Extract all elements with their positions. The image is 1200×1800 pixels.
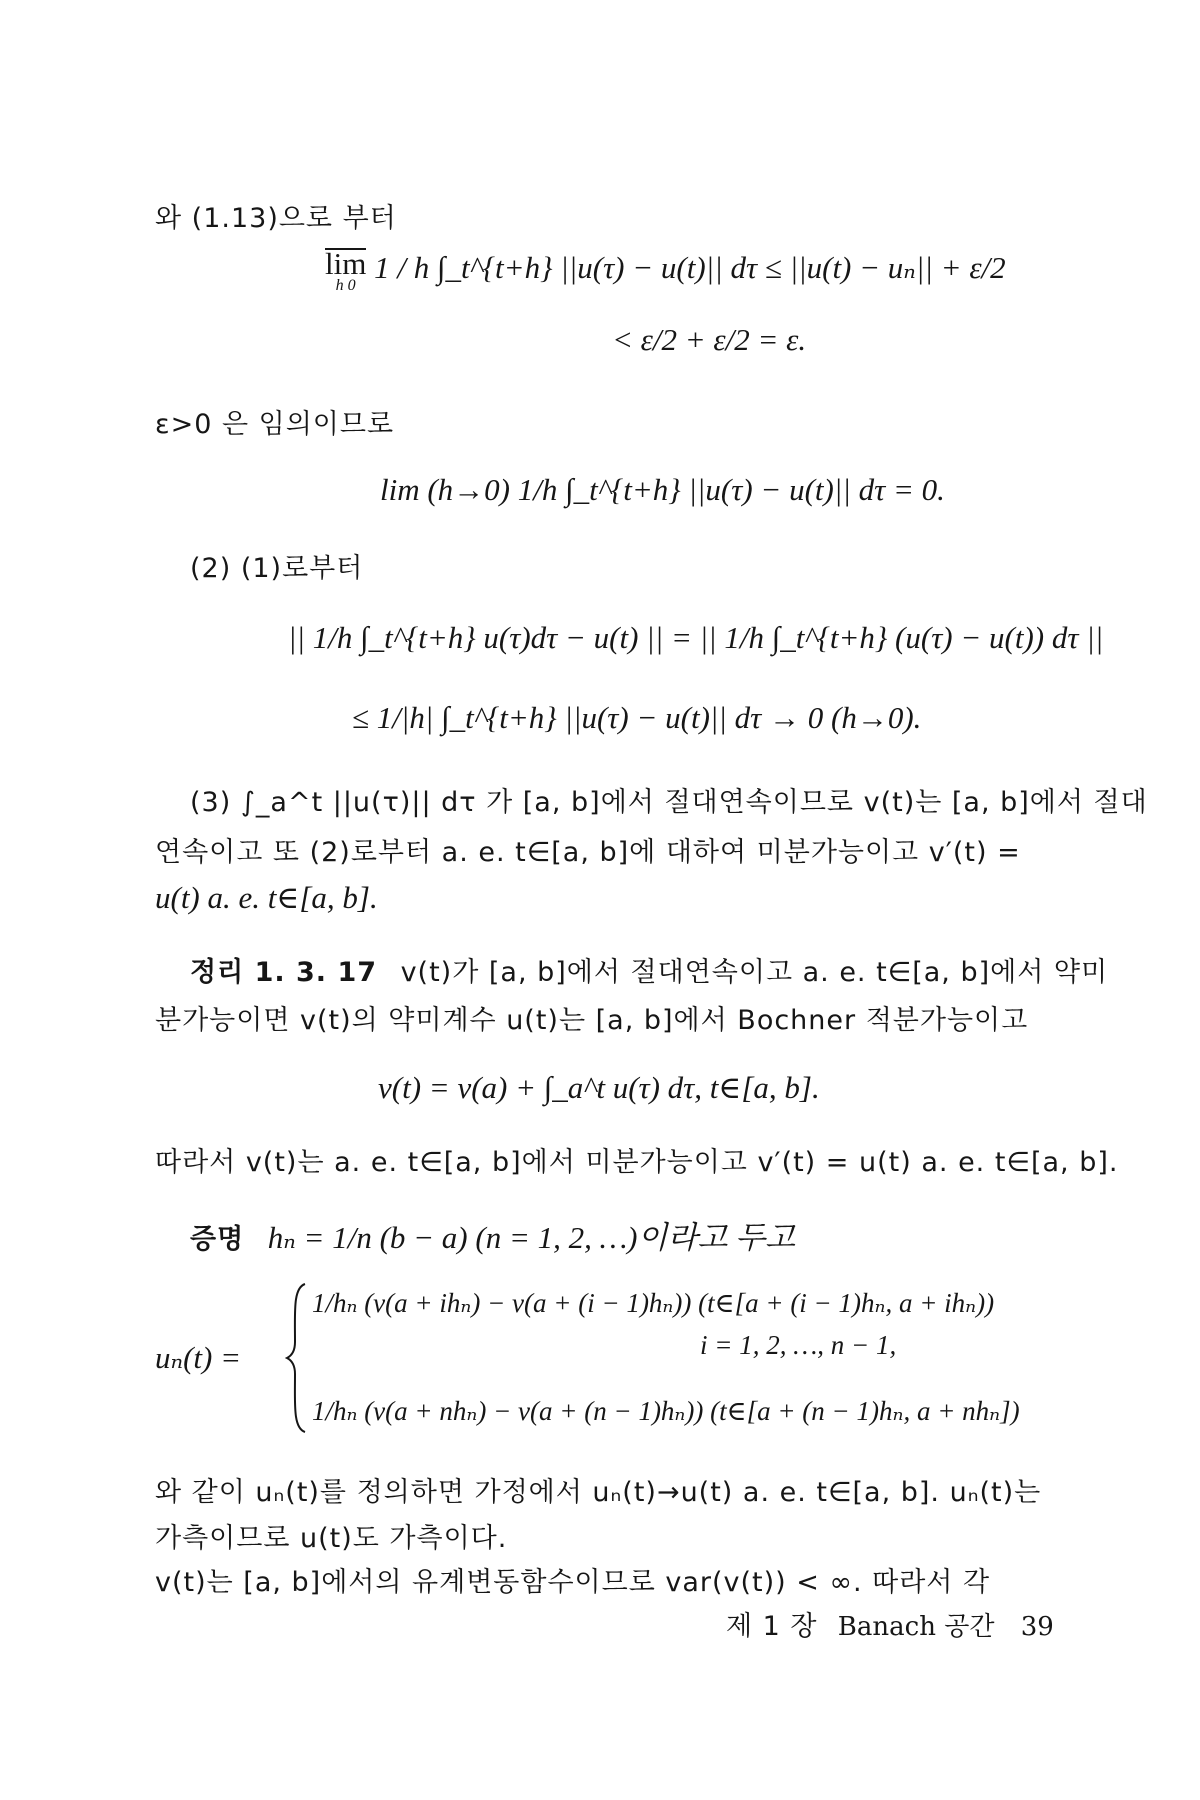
equation-limit-zero: lim (h→0) 1/h ∫_t^{t+h} ||u(τ) − u(t)|| dτ = 0. [380,472,945,507]
item-3-line [155,832,1021,873]
line-text: 와 같이 uₙ(t)를 정의하면 가정에서 uₙ(t)→u(t) a. e. t∈[a, b]. uₙ(t)는 [155,1477,1042,1508]
proof-label: 증명 [190,1224,245,1255]
line-text: (3) ∫_a^t ||u(τ)|| dτ 가 [a, b]에서 절대연속이므로 v(t)는 [a, b]에서 절대 [190,787,1148,818]
page-footer [726,1610,1054,1644]
line-text: 와 (1.13)으로 부터 [155,203,397,234]
item-3-line [190,782,1148,823]
line-text: 연속이고 또 (2)로부터 a. e. t∈[a, b]에 대하여 미분가능이고 v′(t) = [155,837,1021,868]
definition-lhs: uₙ(t) = [155,1340,241,1375]
text-line [155,1518,507,1559]
page-number: 39 [1020,1612,1054,1642]
footer-chapter: 제 1 장 [726,1611,818,1642]
text-line [155,198,397,239]
line-text: (2) (1)로부터 [190,553,364,584]
limsup-operator: lim h 0 [325,246,367,294]
equation-norm-2: ≤ 1/|h| ∫_t^{t+h} ||u(τ) − u(t)|| dτ → 0 (h→0). [352,700,922,735]
text-line [155,1472,1041,1513]
text-line [155,1562,990,1603]
item-2-label [190,548,363,589]
line-text: 따라서 v(t)는 a. e. t∈[a, b]에서 미분가능이고 v′(t) = u(t) a. e. t∈[a, b]. [155,1147,1119,1178]
theorem-label: 정리 1. 3. 17 [190,957,378,988]
theorem-line [155,1000,1028,1041]
line-text: hₙ = 1/n (b − a) (n = 1, 2, …)이라고 두고 [267,1220,795,1255]
theorem-equation: v(t) = v(a) + ∫_a^t u(τ) dτ, t∈[a, b]. [378,1070,820,1105]
text-line [155,404,394,445]
definition-case-2: 1/hₙ (v(a + nhₙ) − v(a + (n − 1)hₙ)) (t∈[a + (n − 1)hₙ, a + nhₙ]) [312,1396,1020,1426]
item-3-line [155,878,378,919]
footer-title: Banach 공간 [837,1612,995,1642]
definition-case-1: 1/hₙ (v(a + ihₙ) − v(a + (i − 1)hₙ)) (t∈[a + (i − 1)hₙ, a + ihₙ)) [312,1288,995,1318]
line-text: 분가능이면 v(t)의 약미계수 u(t)는 [a, b]에서 Bochner 적분가능이고 [155,1005,1029,1036]
line-text: u(t) a. e. t∈[a, b]. [155,880,378,915]
line-text: 가측이므로 u(t)도 가측이다. [155,1523,508,1554]
line-text: v(t)는 [a, b]에서의 유계변동함수이므로 var(v(t)) < ∞. 따라서 각 [155,1567,991,1598]
equation-limsup [325,248,1006,294]
definition-case-1-condition: i = 1, 2, …, n − 1, [700,1330,897,1360]
limsup-body: 1 / h ∫_t^{t+h} ||u(τ) − u(t)|| dτ ≤ ||u(t) − uₙ|| + ε/2 [374,250,1006,286]
proof-header [190,1218,795,1260]
line-text: ε>0 은 임의이므로 [155,409,395,440]
theorem-line [155,1142,1118,1183]
left-brace-icon [285,1282,307,1434]
equation-norm-1: || 1/h ∫_t^{t+h} u(τ)dτ − u(t) || = || 1/h ∫_t^{t+h} (u(τ) − u(t)) dτ || [288,620,1104,655]
line-text: v(t)가 [a, b]에서 절대연속이고 a. e. t∈[a, b]에서 약미 [400,957,1109,988]
equation-limsup-cont: < ε/2 + ε/2 = ε. [612,322,807,357]
theorem-header [190,952,1108,993]
